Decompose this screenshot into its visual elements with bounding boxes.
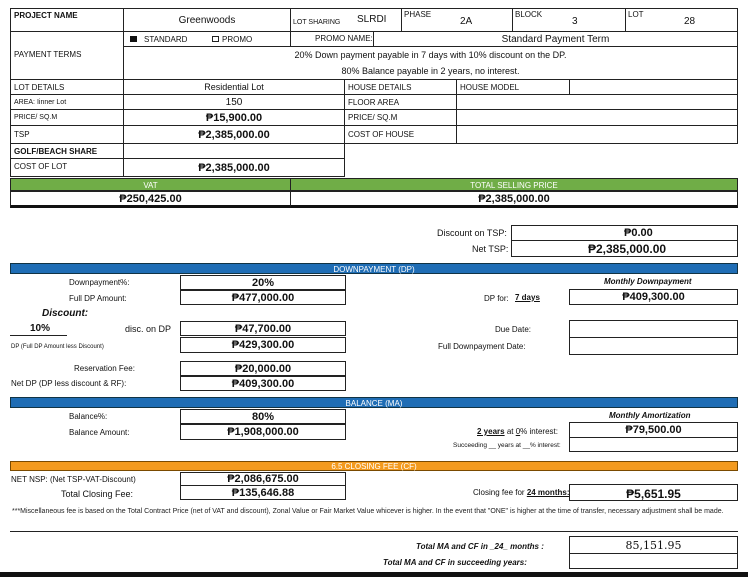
dp-pct-value: 20%: [251, 277, 275, 289]
closing-fee-title: 6.5 CLOSING FEE (CF): [331, 462, 417, 471]
term-line2: 80% Balance payable in 2 years, no interest.: [341, 66, 520, 76]
closing-note-text: ***Miscellaneous fee is based on the Total Contract Price (net of VAT and discount), Zonal Value or Fair Market Value whicever is higher. In the event that "ONE" is higher at the time of transfer, necessary adjustment shall be made.: [12, 508, 724, 515]
lot-details-value-cell: [123, 79, 345, 95]
lot-details-value: Residential Lot: [204, 82, 264, 92]
balance-amount-cell[interactable]: [180, 424, 346, 440]
discount-heading: Discount:: [42, 308, 89, 319]
total-selling-price-value: ₱2,385,000.00: [478, 193, 550, 205]
payment-terms-label: PAYMENT TERMS: [14, 50, 82, 59]
total-closing-value: ₱135,646.88: [231, 487, 295, 499]
years-interest-label: [477, 428, 558, 436]
tsp-value: ₱2,385,000.00: [198, 129, 270, 141]
disc-pct-field[interactable]: [10, 323, 67, 336]
project-name-cell[interactable]: [123, 8, 291, 32]
area-value: 150: [225, 97, 243, 108]
full-dp-value: ₱477,000.00: [231, 292, 295, 304]
lot-sharing-cell[interactable]: [290, 8, 402, 32]
discount-tsp-value-cell[interactable]: [511, 225, 738, 241]
succeeding-years-label: Succeeding __ years at __% interest:: [453, 442, 561, 449]
area-label-cell: [10, 94, 124, 110]
house-details-label: HOUSE DETAILS: [348, 83, 412, 92]
block-cell[interactable]: [512, 8, 626, 32]
years-value: 2 years: [477, 427, 505, 436]
phase-cell[interactable]: [401, 8, 513, 32]
full-dp-date-label: Full Downpayment Date:: [438, 342, 526, 351]
lot-details-label-cell: [10, 79, 124, 95]
total-closing-cell[interactable]: [180, 485, 346, 500]
standard-label: STANDARD: [144, 35, 188, 44]
dp-less-label: DP (Full DP Amount less Discount): [11, 344, 104, 350]
balance-amount-label: Balance Amount:: [69, 428, 130, 437]
net-nsp-value: ₱2,086,675.00: [227, 473, 299, 485]
balance-pct-label: Balance%:: [69, 412, 108, 421]
discount-tsp-label: Discount on TSP:: [437, 228, 507, 238]
lot-price-sqm-value: ₱15,900.00: [205, 112, 263, 124]
net-nsp-label: NET NSP: (Net TSP-VAT-Discount): [11, 475, 136, 484]
disc-dp-value: ₱47,700.00: [234, 323, 292, 335]
lot-price-sqm-value-cell[interactable]: [123, 109, 345, 126]
floor-area-value-cell[interactable]: [456, 94, 738, 110]
succeeding-years-cell[interactable]: [569, 437, 738, 452]
vat-label: VAT: [143, 181, 158, 190]
promo-label: PROMO: [222, 35, 253, 44]
total-closing-label: Total Closing Fee:: [61, 489, 134, 499]
tsp-label: TSP: [14, 130, 30, 139]
project-name-label-cell: [10, 8, 124, 32]
total-selling-price-label: TOTAL SELLING PRICE: [470, 181, 558, 190]
net-dp-value: ₱409,300.00: [231, 378, 295, 390]
term-title: Standard Payment Term: [501, 34, 610, 45]
house-model-label: HOUSE MODEL: [460, 83, 520, 92]
closing-months-value: 24 months:: [526, 488, 570, 497]
vat-value-cell: [10, 191, 291, 208]
cost-of-lot-value: ₱2,385,000.00: [198, 162, 270, 174]
house-details-label-cell: [344, 79, 457, 95]
cost-of-house-value-cell[interactable]: [456, 125, 738, 144]
cost-of-lot-label: COST OF LOT: [14, 162, 68, 171]
house-price-sqm-value-cell[interactable]: [456, 109, 738, 126]
monthly-amortization-cell[interactable]: [569, 422, 738, 438]
balance-amount-value: ₱1,908,000.00: [227, 426, 299, 438]
term-desc-cell: [123, 46, 738, 80]
lot-sharing-label: LOT SHARING: [293, 19, 341, 26]
dp-for-value: 7 days: [515, 293, 540, 302]
phase-label: PHASE: [404, 10, 432, 19]
lot-value: 28: [684, 16, 696, 27]
due-date-label: Due Date:: [495, 325, 532, 334]
interest-suffix: % interest:: [520, 427, 558, 436]
total-ma-cf-label: Total MA and CF in _24_ months :: [416, 542, 544, 551]
block-value: 3: [572, 16, 578, 27]
phase-value: 2A: [460, 16, 473, 27]
balance-pct-cell[interactable]: [180, 409, 346, 424]
golf-share-label-cell: [10, 143, 124, 159]
net-tsp-label: Net TSP:: [472, 244, 509, 254]
golf-share-value-cell[interactable]: [123, 143, 345, 159]
tsp-value-cell[interactable]: [123, 125, 345, 144]
lot-label: LOT: [628, 10, 644, 19]
golf-share-label: GOLF/BEACH SHARE: [14, 147, 98, 156]
term-line1: 20% Down payment payable in 7 days with 10% discount on the DP.: [294, 50, 567, 60]
reservation-value: ₱20,000.00: [234, 363, 292, 375]
term-title-cell: [373, 31, 738, 47]
closing-monthly-cell[interactable]: [569, 484, 738, 501]
balance-header: [10, 397, 738, 408]
block-label: BLOCK: [515, 10, 543, 19]
dp-less-value: ₱429,300.00: [231, 339, 295, 351]
net-dp-label: Net DP (DP less discount & RF):: [11, 379, 127, 388]
cost-of-lot-label-cell: [10, 158, 124, 177]
monthly-amortization-label: Monthly Amortization: [609, 411, 691, 420]
discount-tsp-value: ₱0.00: [624, 227, 653, 239]
lot-price-sqm-label-cell: [10, 109, 124, 126]
tsp-total-value-cell: [290, 191, 738, 208]
cost-of-house-label-cell: [344, 125, 457, 144]
promo-name-label: PROMO NAME:: [315, 34, 373, 43]
closing-note: [12, 507, 738, 529]
house-price-sqm-label-cell: [344, 109, 457, 126]
promo-checkbox[interactable]: [212, 36, 219, 42]
cost-of-lot-value-cell[interactable]: [123, 158, 345, 177]
closing-fee-header: [10, 461, 738, 471]
lot-details-label: LOT DETAILS: [14, 83, 65, 92]
monthly-dp-value: ₱409,300.00: [622, 291, 685, 303]
reservation-label: Reservation Fee:: [74, 364, 135, 373]
disc-pct-value: 10%: [30, 323, 51, 334]
interest-value: 0: [515, 427, 521, 436]
project-name-label: PROJECT NAME: [14, 11, 78, 20]
monthly-amortization-value: ₱79,500.00: [625, 424, 682, 436]
disc-dp-cell[interactable]: [180, 321, 346, 336]
monthly-dp-cell[interactable]: [569, 289, 738, 305]
full-dp-cell[interactable]: [180, 290, 346, 305]
due-date-cell[interactable]: [569, 320, 738, 338]
closing-monthly-value: ₱5,651.95: [626, 487, 681, 501]
lot-cell[interactable]: [625, 8, 738, 32]
vat-value: ₱250,425.00: [119, 193, 182, 205]
dp-pct-label: Downpayment%:: [69, 278, 130, 287]
disc-on-dp-label: disc. on DP: [125, 324, 172, 334]
house-model-value-cell[interactable]: [569, 79, 738, 95]
balance-title: BALANCE (MA): [345, 399, 403, 408]
lot-sharing-value: SLRDI: [357, 14, 387, 25]
full-dp-label: Full DP Amount:: [69, 294, 127, 303]
downpayment-header: [10, 263, 738, 274]
tsp-label-cell: [10, 125, 124, 144]
net-dp-cell[interactable]: [180, 376, 346, 391]
downpayment-title: DOWNPAYMENT (DP): [333, 265, 415, 274]
closing-months-label: [473, 489, 569, 497]
balance-pct-value: 80%: [251, 411, 275, 423]
net-nsp-cell[interactable]: [180, 472, 346, 486]
promo-name-cell[interactable]: [290, 31, 374, 47]
reservation-cell[interactable]: [180, 361, 346, 376]
full-dp-date-cell[interactable]: [569, 337, 738, 355]
house-model-label-cell: [456, 79, 570, 95]
floor-area-label: FLOOR AREA: [348, 98, 400, 107]
floor-area-label-cell: [344, 94, 457, 110]
area-value-cell[interactable]: [123, 94, 345, 110]
monthly-dp-label: Monthly Downpayment: [604, 277, 692, 286]
years-at: at: [504, 427, 516, 436]
vat-header: [10, 178, 291, 191]
dp-for-label: DP for:: [484, 294, 509, 303]
payment-terms-label-cell: [10, 31, 124, 80]
lot-price-sqm-label: PRICE/ SQ.M: [14, 114, 58, 121]
total-succeeding-label: Total MA and CF in succeeding years:: [383, 558, 527, 567]
net-tsp-value-cell[interactable]: [511, 240, 738, 257]
total-ma-cf-value: 85,151.95: [625, 539, 682, 552]
note-divider: [10, 531, 738, 532]
standard-checkbox[interactable]: [130, 36, 137, 42]
total-succeeding-cell[interactable]: [569, 553, 738, 569]
dp-pct-cell[interactable]: [180, 275, 346, 290]
net-tsp-value: ₱2,385,000.00: [588, 242, 667, 256]
payment-type-cell: [123, 31, 291, 47]
area-label: AREA: Iinner Lot: [14, 99, 67, 106]
project-name-value: Greenwoods: [178, 15, 236, 26]
bottom-border: [0, 572, 748, 577]
cost-of-house-label: COST OF HOUSE: [348, 130, 415, 139]
dp-less-cell[interactable]: [180, 337, 346, 353]
closing-months-prefix: Closing fee for: [473, 488, 527, 497]
total-ma-cf-cell[interactable]: [569, 536, 738, 554]
tsp-header: [290, 178, 738, 191]
house-price-sqm-label: PRICE/ SQ.M: [348, 113, 398, 122]
